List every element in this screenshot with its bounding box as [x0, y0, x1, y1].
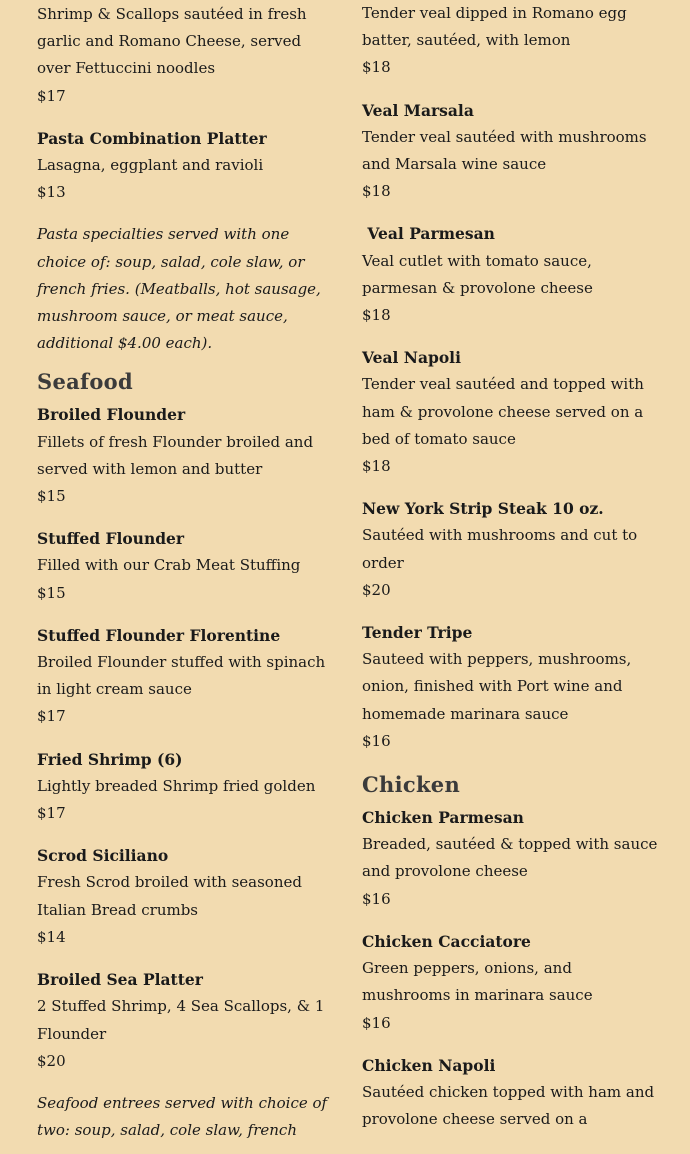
menu-item — [37, 525, 329, 607]
menu-item-price: $20 — [362, 580, 391, 599]
menu-item-description: Green peppers, onions, and mushrooms in marinara sauce — [362, 959, 593, 1005]
menu-item-name: Chicken Parmesan — [362, 808, 524, 828]
menu-item-description: Filled with our Crab Meat Stuffing — [37, 556, 301, 575]
menu-item-description: Tender veal dipped in Romano egg batter, sautéed, with lemon — [362, 4, 627, 50]
menu-item-description: Veal cutlet with tomato sauce, parmesan & provolone cheese — [362, 251, 593, 297]
menu-item — [37, 746, 329, 828]
menu-item — [37, 622, 329, 731]
menu-item-description: Tender veal sautéed and topped with ham & provolone cheese served on a bed of tomato sauce — [362, 375, 644, 448]
menu-item-price: $18 — [362, 306, 391, 325]
menu-item-name: Tender Tripe — [362, 623, 473, 643]
menu-item — [362, 495, 658, 604]
chicken-list — [362, 804, 658, 1133]
menu-item — [362, 804, 658, 913]
menu-item-name: Broiled Sea Platter — [37, 970, 203, 990]
menu-item-name: Stuffed Flounder Florentine — [37, 625, 281, 645]
seafood-list — [37, 401, 329, 1074]
menu-item-description: Lasagna, eggplant and ravioli — [37, 156, 264, 175]
seafood-note: Seafood entrees served with choice of two: soup, salad, cole slaw, french — [37, 1093, 328, 1140]
menu-item-price: $16 — [362, 889, 391, 908]
menu-item — [362, 97, 658, 206]
menu-item-shrimp-scallops — [37, 1, 329, 110]
menu-item-price: $18 — [362, 457, 391, 476]
right-menu-column — [362, 0, 658, 1148]
veal-list — [362, 97, 658, 755]
pasta-note: Pasta specialties served with one choice of: soup, salad, cole slaw, or french fries. (Meatballs, hot sausage, mushroom sauce, or meat sauce, additional $4.00 each). — [37, 225, 321, 353]
menu-item-description: Fillets of fresh Flounder broiled and served with lemon and butter — [37, 432, 314, 478]
menu-item-price: $18 — [362, 58, 391, 77]
menu-item-description: Sautéed chicken topped with ham and provolone cheese served on a — [362, 1082, 655, 1129]
menu-item-name: Stuffed Flounder — [37, 529, 185, 549]
menu-item — [362, 619, 658, 755]
menu-item — [362, 344, 658, 480]
section-title-chicken: Chicken — [362, 772, 461, 798]
menu-item-description: 2 Stuffed Shrimp, 4 Sea Scallops, & 1 Flounder — [37, 997, 325, 1043]
menu-item-price: $17 — [37, 707, 66, 726]
menu-item-price: $17 — [37, 804, 66, 823]
menu-item-description: Fresh Scrod broiled with seasoned Italian Bread crumbs — [37, 873, 302, 919]
menu-item-name: Chicken Cacciatore — [362, 931, 531, 951]
section-title-seafood: Seafood — [37, 369, 133, 395]
menu-item-pasta-combination — [37, 125, 329, 207]
menu-item-description: Sauteed with peppers, mushrooms, onion, finished with Port wine and homemade marinara sauce — [362, 650, 632, 723]
menu-item-price: $18 — [362, 182, 391, 201]
menu-item-veal-francaise — [362, 0, 658, 82]
menu-item-name: Scrod Siciliano — [37, 846, 169, 866]
menu-item-price: $15 — [37, 583, 66, 602]
menu-item — [362, 1052, 658, 1134]
menu-item-name: Veal Marsala — [362, 100, 474, 120]
menu-item — [37, 966, 329, 1075]
menu-item-price: $14 — [37, 927, 66, 946]
menu-item-description: Sautéed with mushrooms and cut to order — [362, 526, 638, 572]
menu-item-name: Fried Shrimp (6) — [37, 749, 183, 769]
menu-item-description: Breaded, sautéed & topped with sauce and provolone cheese — [362, 835, 658, 881]
menu-item — [362, 220, 658, 329]
menu-item-price: $20 — [37, 1051, 66, 1070]
menu-item-name: Broiled Flounder — [37, 405, 186, 425]
menu-item-price: $16 — [362, 1013, 391, 1032]
menu-item-description: Broiled Flounder stuffed with spinach in light cream sauce — [37, 653, 326, 699]
menu-item-name: New York Strip Steak 10 oz. — [362, 499, 604, 519]
menu-item-name: Pasta Combination Platter — [37, 128, 267, 148]
menu-item-description: Tender veal sautéed with mushrooms and Marsala wine sauce — [362, 127, 647, 174]
menu-item-price: $16 — [362, 731, 391, 750]
menu-item-name: Chicken Napoli — [362, 1055, 496, 1075]
menu-item-price: $17 — [37, 86, 66, 105]
menu-item-price: $13 — [37, 183, 66, 202]
menu-item-price: $15 — [37, 487, 66, 506]
menu-item-name: Veal Parmesan — [362, 224, 495, 244]
menu-item — [37, 401, 329, 510]
menu-item-name: Veal Napoli — [362, 348, 461, 368]
menu-item-description: Shrimp & Scallops sautéed in fresh garlic and Romano Cheese, served over Fettuccini noodles — [37, 5, 307, 78]
menu-item-description: Lightly breaded Shrimp fried golden — [37, 776, 316, 795]
menu-item — [362, 928, 658, 1037]
left-menu-column — [37, 1, 329, 1154]
menu-item — [37, 842, 329, 951]
